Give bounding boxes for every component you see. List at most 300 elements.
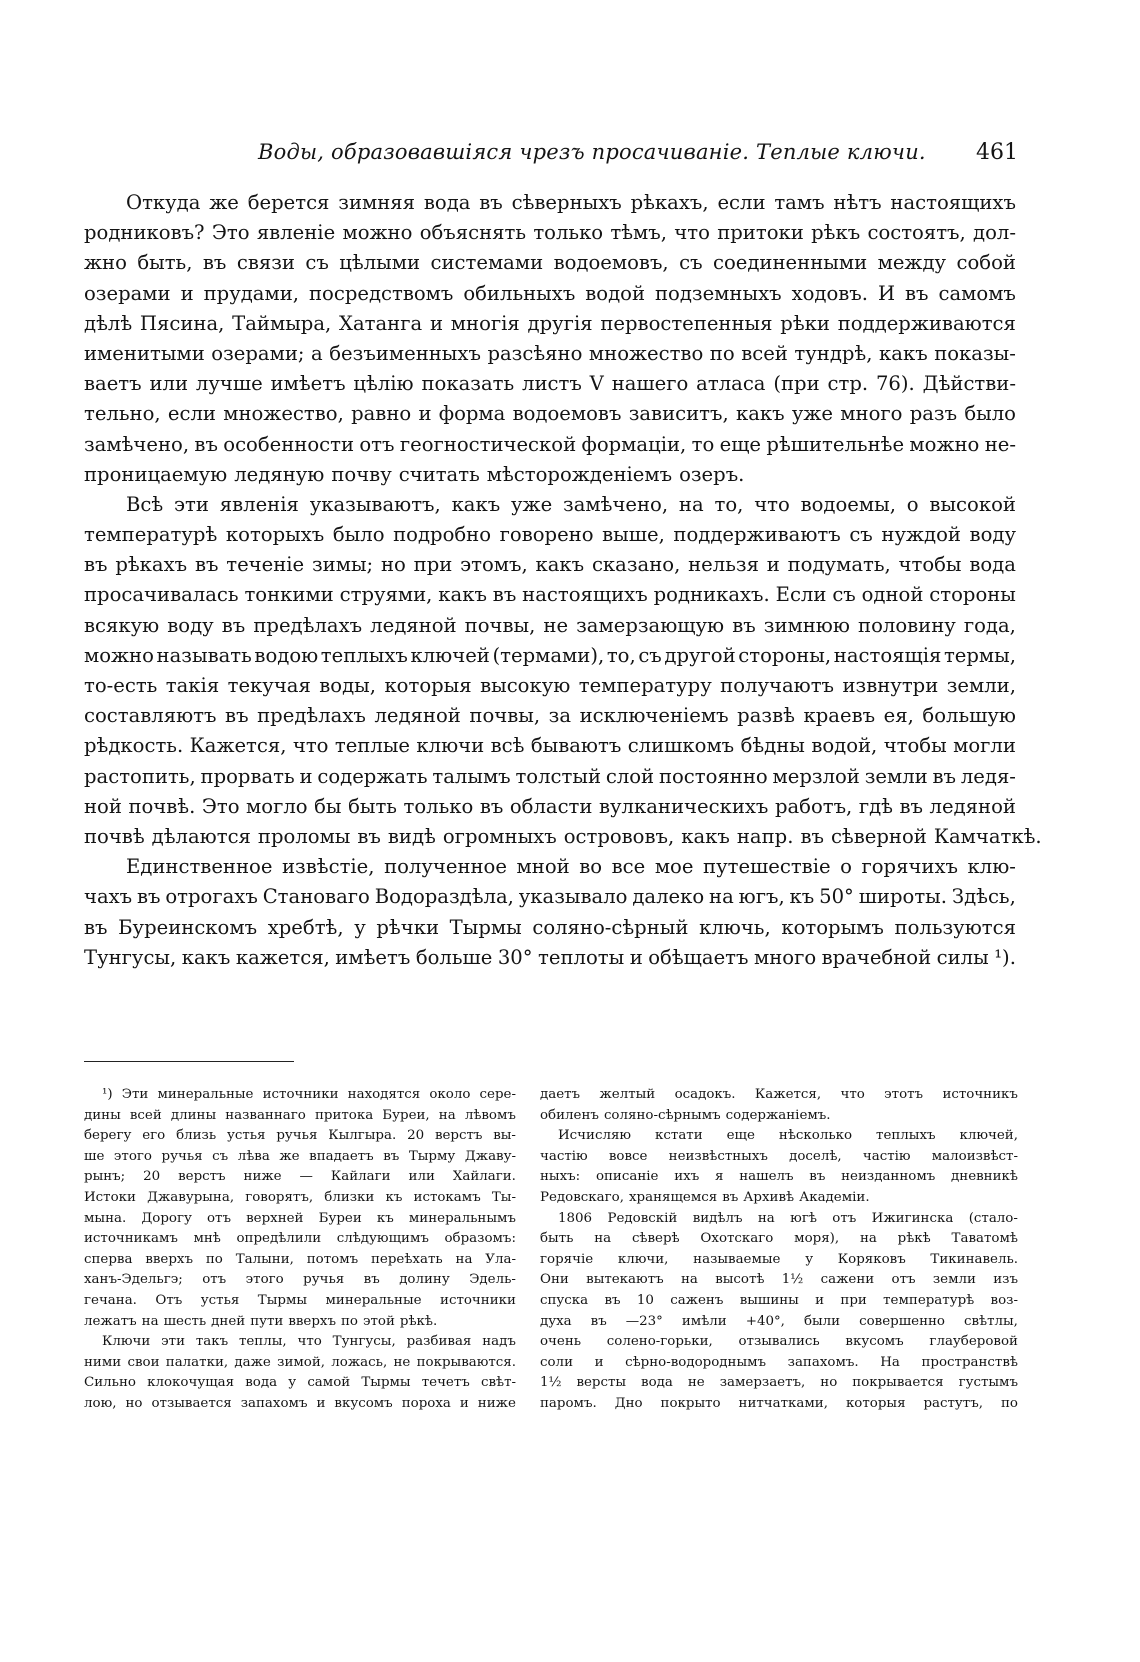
- word: палатки,: [165, 1354, 229, 1370]
- word: отрогахъ: [165, 885, 258, 909]
- word: считать: [398, 462, 480, 486]
- word: температуру: [578, 674, 712, 697]
- word: въ: [221, 613, 246, 637]
- word: бываютъ: [530, 734, 622, 758]
- word: вода: [969, 553, 1016, 577]
- word: соединенными: [712, 251, 868, 275]
- word: такія: [165, 674, 220, 697]
- text-line: [84, 792, 1016, 822]
- word: поддерживаются: [837, 311, 1016, 335]
- word: покрыто: [660, 1395, 721, 1411]
- word: но: [380, 553, 406, 577]
- word: я: [715, 1169, 724, 1185]
- word: сере-: [479, 1087, 516, 1102]
- footnote-line: [540, 1291, 1018, 1312]
- word: покрывается: [852, 1375, 944, 1391]
- text-line: [84, 369, 1016, 399]
- word: Тырмы: [449, 915, 522, 939]
- word: то: [691, 432, 715, 456]
- word: не: [687, 1375, 705, 1391]
- word: которыхъ: [225, 523, 325, 547]
- word: области: [509, 794, 593, 818]
- word: устья: [200, 1292, 240, 1308]
- word: показать: [421, 372, 515, 396]
- word: струями,: [339, 583, 433, 607]
- word: шесть: [163, 1313, 207, 1329]
- word: зимнюю: [763, 613, 850, 637]
- word: по: [205, 1251, 223, 1267]
- word: лучше: [195, 372, 263, 396]
- word: на: [709, 885, 734, 909]
- word: поддерживаютъ: [673, 523, 841, 547]
- text-line: [84, 580, 1016, 610]
- word: Это: [201, 794, 240, 818]
- word: имѣетъ: [270, 372, 346, 396]
- text-line: [84, 701, 1016, 731]
- word: нельзя: [688, 553, 759, 577]
- word: Хатанга: [339, 311, 423, 335]
- footnote-line: [540, 1270, 1018, 1291]
- word: ледяной: [374, 704, 461, 728]
- word: неизвѣстныхъ: [668, 1148, 768, 1164]
- word: родникахъ.: [653, 583, 770, 607]
- word: первостепенныя: [600, 311, 773, 335]
- word: у: [354, 915, 366, 939]
- word: 1806: [558, 1210, 593, 1226]
- word: Таватомѣ: [951, 1231, 1018, 1247]
- word: вкусомъ: [334, 1395, 393, 1411]
- footnote-line: [540, 1167, 1018, 1188]
- word: ледя-: [960, 764, 1016, 788]
- word: Тикинавель.: [930, 1251, 1018, 1267]
- word: уже: [511, 492, 553, 516]
- word: вода: [641, 1375, 673, 1391]
- word: нитчатками,: [738, 1395, 828, 1411]
- word: посредствомъ: [308, 281, 454, 305]
- word: растутъ,: [923, 1395, 983, 1411]
- word: къ: [385, 1189, 403, 1205]
- word: а: [311, 341, 323, 365]
- word: теплы,: [238, 1334, 287, 1350]
- word: тундрѣ,: [794, 341, 873, 365]
- word: что: [292, 734, 329, 758]
- word: уже: [791, 402, 834, 426]
- word: водою: [254, 643, 319, 667]
- word: теплыхъ: [876, 1128, 936, 1144]
- word: что: [297, 1334, 322, 1350]
- word: Тырмы: [257, 1292, 308, 1308]
- word: рѣшительнѣе: [766, 432, 905, 456]
- word: долину: [399, 1272, 450, 1288]
- word: стороны: [929, 583, 1016, 607]
- word: Кажется,: [754, 1087, 822, 1102]
- word: лежатъ: [84, 1313, 137, 1329]
- word: запахомъ: [240, 1395, 308, 1411]
- word: рынъ;: [84, 1169, 126, 1185]
- word: зависитъ,: [628, 402, 729, 426]
- word: разъ: [909, 402, 958, 426]
- word: съ: [849, 523, 873, 547]
- word: форма: [438, 402, 506, 426]
- text-line: [84, 460, 1016, 490]
- footnote-line: [540, 1394, 1018, 1415]
- word: Тырмы: [361, 1375, 411, 1391]
- word: зимняя: [338, 191, 416, 214]
- word: и: [594, 1354, 604, 1370]
- word: о: [840, 855, 852, 879]
- word: получаютъ: [720, 674, 835, 697]
- word: ниже: [243, 1169, 282, 1185]
- word: сказано,: [591, 553, 681, 577]
- word: термы,: [943, 643, 1016, 667]
- word: минеральные: [325, 1292, 422, 1308]
- word: мѣсторожденіемъ: [486, 462, 673, 486]
- text-line: [84, 309, 1016, 339]
- word: много: [753, 945, 817, 969]
- word: листъ: [522, 372, 582, 396]
- word: Сильно: [84, 1375, 136, 1391]
- footnote-line: [84, 1394, 516, 1415]
- text-line: [84, 430, 1016, 460]
- word: можно: [342, 221, 413, 245]
- word: въ: [492, 583, 517, 607]
- word: какъ: [535, 553, 585, 577]
- word: сѣверѣ: [631, 1231, 680, 1247]
- word: вверхъ: [288, 1313, 336, 1329]
- word: потомъ: [306, 1251, 359, 1267]
- word: если: [717, 191, 766, 214]
- word: +40°,: [745, 1313, 785, 1329]
- word: ныхъ:: [540, 1169, 581, 1185]
- word: на: [594, 1231, 612, 1247]
- word: системами: [430, 251, 544, 275]
- word: почвы,: [464, 613, 536, 637]
- word: вверхъ: [145, 1251, 193, 1267]
- word: земли: [932, 1272, 976, 1288]
- word: рѣдкость.: [84, 734, 184, 758]
- word: на: [859, 1231, 877, 1247]
- word: ихъ: [674, 1169, 700, 1185]
- word: этого: [245, 1272, 284, 1288]
- word: зимы;: [311, 553, 374, 577]
- word: воду: [167, 613, 214, 637]
- word: съ: [832, 583, 856, 607]
- word: теченіе: [226, 553, 305, 577]
- word: саженъ: [670, 1292, 724, 1308]
- word: источники: [262, 1087, 339, 1102]
- footnote-line: [540, 1229, 1018, 1250]
- word: какъ: [879, 341, 928, 365]
- word: этого: [113, 1148, 152, 1164]
- word: состоятъ,: [867, 221, 966, 245]
- word: собой: [956, 251, 1016, 275]
- word: связи: [236, 251, 295, 275]
- footnote-line: [540, 1085, 1018, 1106]
- footnote-line: [84, 1291, 516, 1312]
- word: источники: [440, 1292, 516, 1308]
- word: Тырму: [408, 1148, 456, 1164]
- word: Редовскаго,: [540, 1189, 624, 1205]
- word: Ижигинска: [871, 1210, 954, 1226]
- word: объяснять: [419, 221, 527, 245]
- footnote-line: [540, 1147, 1018, 1168]
- word: минеральные: [157, 1087, 254, 1102]
- word: далеко: [632, 885, 705, 909]
- footnote-line: [84, 1106, 516, 1127]
- word: тельно,: [84, 402, 161, 426]
- word: въ: [383, 1148, 400, 1164]
- word: ледяную: [234, 462, 325, 486]
- word: были: [803, 1313, 841, 1329]
- word: дѣлаются: [151, 824, 251, 848]
- word: въ: [932, 764, 957, 788]
- footnote-line: [84, 1353, 516, 1374]
- word: и: [629, 945, 643, 969]
- word: о: [906, 492, 919, 516]
- word: Тунгусы,: [332, 1334, 396, 1350]
- word: Отъ: [155, 1292, 183, 1308]
- word: Эти: [121, 1087, 149, 1102]
- word: югѣ: [790, 1210, 817, 1226]
- word: ниже: [477, 1395, 516, 1411]
- word: съ: [679, 251, 703, 275]
- word: пользуются: [894, 915, 1016, 939]
- word: какъ: [681, 824, 730, 848]
- word: Дорогу: [141, 1210, 192, 1226]
- word: бѣдны: [740, 734, 805, 758]
- word: съ: [212, 1148, 229, 1164]
- text-line: [84, 641, 1016, 671]
- word: соляно-сѣрнымъ: [603, 1107, 721, 1123]
- word: рѣкахъ: [115, 553, 188, 577]
- word: Эдель-: [469, 1272, 516, 1288]
- text-line: [84, 943, 1016, 973]
- word: за: [548, 704, 572, 728]
- word: частію: [540, 1148, 588, 1164]
- word: острововъ,: [563, 824, 675, 848]
- word: большую: [922, 704, 1016, 728]
- word: вкусомъ: [845, 1334, 904, 1350]
- text-line: [84, 762, 1016, 792]
- word: проломы: [257, 824, 351, 848]
- word: клю-: [967, 855, 1016, 879]
- word: тѣмъ,: [610, 221, 667, 245]
- word: въ: [800, 824, 824, 848]
- word: разсѣяно: [487, 341, 583, 365]
- word: водой,: [811, 734, 878, 758]
- word: исключеніемъ: [579, 704, 729, 728]
- word: въ: [225, 704, 249, 728]
- word: быть,: [137, 251, 193, 275]
- word: стороны,: [738, 643, 832, 667]
- word: желтый: [599, 1087, 656, 1102]
- word: этой: [363, 1313, 395, 1329]
- word: воз-: [990, 1292, 1018, 1308]
- word: но: [820, 1375, 838, 1391]
- word: 10: [636, 1292, 654, 1308]
- word: температурѣ: [883, 1292, 975, 1308]
- word: на: [680, 1272, 698, 1288]
- word: ледяной: [370, 613, 457, 637]
- word: (при: [773, 372, 820, 396]
- word: полученное: [384, 855, 507, 879]
- word: отзывается: [151, 1395, 232, 1411]
- word: ключи: [416, 734, 485, 758]
- word: путешествіе: [703, 855, 831, 879]
- text-line: [84, 731, 1016, 761]
- word: указывало: [518, 885, 628, 909]
- word: эти: [161, 1334, 185, 1350]
- word: Становаго: [262, 885, 370, 909]
- word: то-есть: [84, 674, 158, 697]
- word: еще: [726, 1128, 755, 1144]
- word: Кажется,: [189, 734, 287, 758]
- word: только: [533, 221, 604, 245]
- word: работъ,: [774, 794, 853, 818]
- word: отъ: [832, 1210, 857, 1226]
- word: или: [149, 372, 189, 396]
- word: которымъ: [781, 915, 884, 939]
- word: Если: [775, 583, 827, 607]
- word: близь: [176, 1128, 217, 1144]
- word: гечана.: [84, 1292, 137, 1308]
- word: источникамъ: [84, 1231, 178, 1247]
- word: по: [341, 1313, 358, 1329]
- word: всѣ: [490, 734, 525, 758]
- word: именитыми: [84, 341, 205, 365]
- word: много: [840, 402, 903, 426]
- word: очень: [540, 1334, 582, 1350]
- word: имѣетъ: [335, 945, 411, 969]
- word: обѣщаетъ: [648, 945, 749, 969]
- word: частію: [862, 1148, 911, 1164]
- word: отзывались: [738, 1334, 820, 1350]
- footnote-line: [84, 1373, 516, 1394]
- word: на: [757, 1210, 775, 1226]
- word: мына.: [84, 1210, 127, 1226]
- word: версты: [576, 1375, 627, 1391]
- word: Всѣ: [126, 492, 164, 516]
- word: въ: [479, 191, 503, 214]
- word: всей: [741, 341, 788, 365]
- footnote-line: [84, 1229, 516, 1250]
- word: кстати: [655, 1128, 703, 1144]
- word: Это: [211, 221, 250, 245]
- word: въ: [722, 1189, 739, 1205]
- word: названнаго: [225, 1107, 306, 1123]
- word: явленіе: [256, 221, 336, 245]
- word: развѣ: [737, 704, 795, 728]
- word: Исчисляю: [558, 1128, 632, 1144]
- word: краевъ: [803, 704, 876, 728]
- word: Кылгыра.: [328, 1128, 397, 1144]
- word: на: [455, 1251, 473, 1267]
- text-line: [84, 550, 1016, 580]
- word: сѣрно-водороднымъ: [625, 1354, 767, 1370]
- word: просачивалась: [84, 583, 239, 607]
- word: какъ: [451, 492, 501, 516]
- word: разбивая: [406, 1334, 472, 1350]
- word: стр.: [827, 372, 869, 396]
- word: одной: [861, 583, 924, 607]
- word: Камчаткѣ.: [933, 824, 1042, 848]
- word: въ: [732, 613, 756, 637]
- word: соляно-сѣрный: [532, 915, 689, 939]
- word: въ: [479, 794, 504, 818]
- word: Здѣсь,: [951, 885, 1016, 909]
- word: высокой: [929, 492, 1016, 516]
- footnote-line: [84, 1147, 516, 1168]
- word: въ: [84, 553, 108, 577]
- word: родниковъ?: [84, 221, 205, 245]
- word: хребтѣ,: [267, 915, 344, 939]
- word: прудами,: [203, 281, 300, 305]
- word: въ: [194, 432, 218, 456]
- word: замѣчено,: [84, 432, 190, 456]
- word: больше: [415, 945, 493, 969]
- text-line: [84, 339, 1016, 369]
- word: рѣчки: [376, 915, 440, 939]
- word: V: [589, 372, 604, 396]
- word: берется: [247, 191, 330, 214]
- word: содержаніемъ.: [725, 1107, 831, 1123]
- word: предѣлахъ: [253, 613, 363, 637]
- word: ледяной: [929, 794, 1016, 818]
- word: И: [877, 281, 896, 305]
- word: лою,: [84, 1395, 117, 1411]
- word: дѣлѣ: [84, 311, 133, 335]
- word: земли: [864, 764, 928, 788]
- word: всей: [129, 1107, 162, 1123]
- word: настоящихъ: [890, 191, 1016, 214]
- word: зимой,: [277, 1354, 326, 1370]
- word: у: [288, 1375, 297, 1391]
- text-line: [84, 671, 1016, 701]
- word: называемые: [693, 1251, 781, 1267]
- word: чтобы: [883, 734, 947, 758]
- word: (стало-: [968, 1210, 1018, 1226]
- word: нашего: [611, 372, 689, 396]
- word: 1½: [540, 1375, 562, 1391]
- word: ключи,: [617, 1251, 669, 1267]
- word: Ула-: [485, 1251, 516, 1267]
- word: быть: [348, 794, 397, 818]
- word: притоки: [717, 221, 804, 245]
- word: изъ: [993, 1272, 1018, 1288]
- word: чтобы: [898, 553, 962, 577]
- word: Пясина,: [139, 311, 225, 335]
- word: кажется,: [235, 945, 330, 969]
- word: отъ: [206, 1210, 231, 1226]
- word: въ: [590, 1313, 607, 1329]
- word: было: [332, 523, 385, 547]
- word: какъ: [181, 945, 231, 969]
- footnote-line: [84, 1188, 516, 1209]
- word: на: [678, 492, 704, 516]
- word: почвѣ.: [128, 794, 196, 818]
- word: ключь,: [699, 915, 771, 939]
- word: Джавурына,: [147, 1189, 235, 1205]
- word: озеръ.: [679, 462, 745, 486]
- footnote-line: [84, 1126, 516, 1147]
- word: запахомъ.: [787, 1354, 859, 1370]
- word: лѣвомъ: [464, 1107, 516, 1123]
- text-line: [84, 882, 1016, 912]
- word: соли: [540, 1354, 573, 1370]
- word: мной: [516, 855, 570, 879]
- word: (термами),: [492, 643, 605, 667]
- word: если: [167, 402, 216, 426]
